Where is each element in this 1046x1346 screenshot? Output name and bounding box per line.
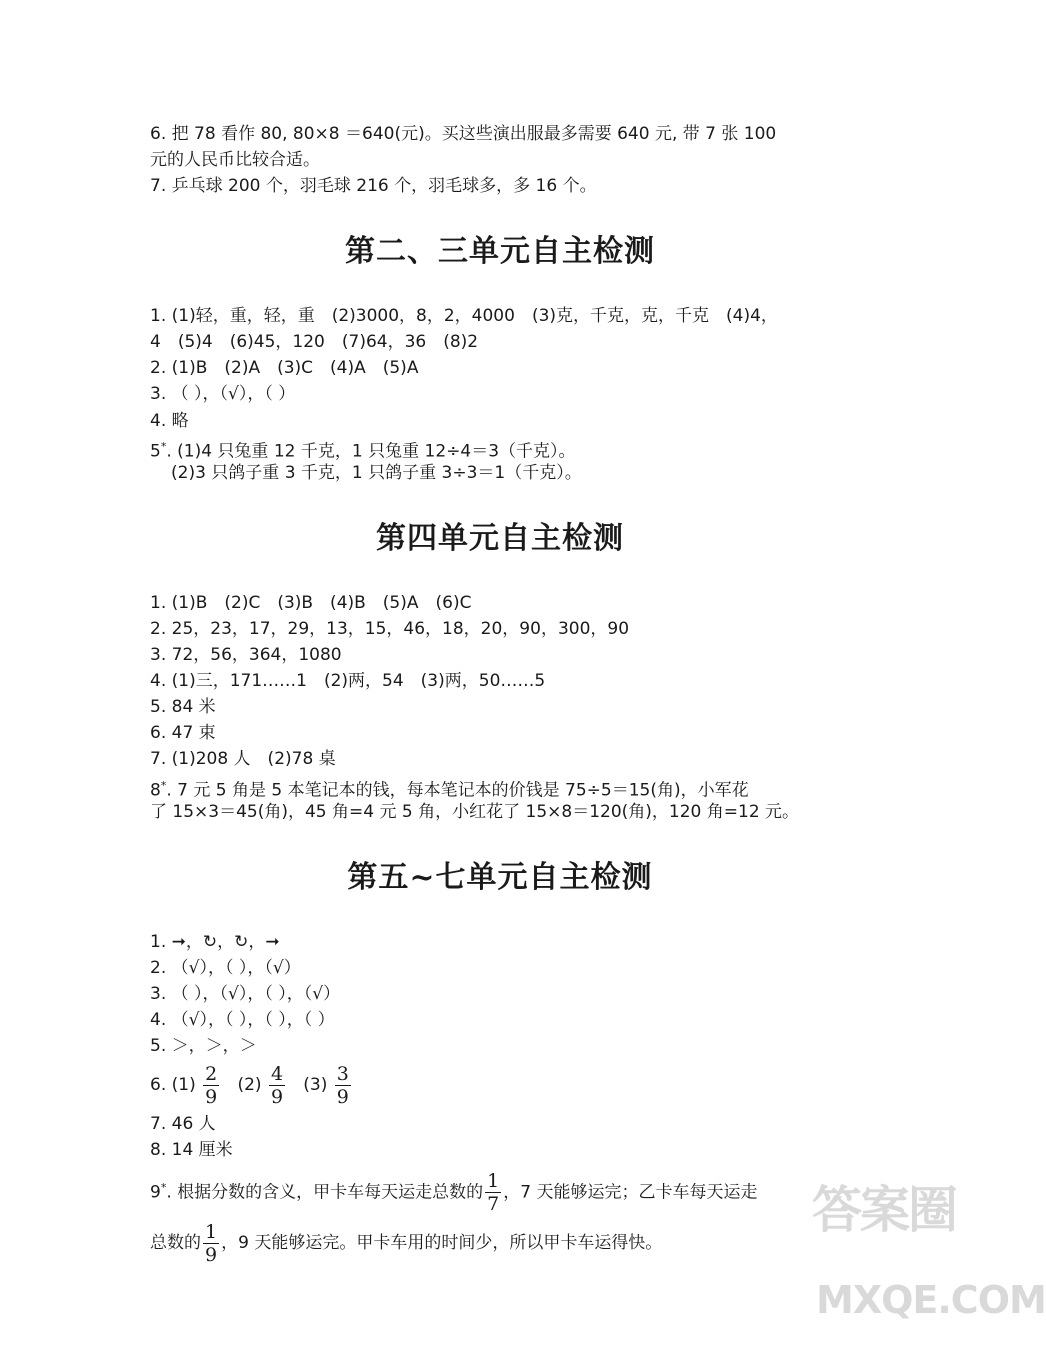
answer-5: 5. 84 米 — [150, 697, 216, 717]
answer-4: 4. （√），（ ），（ ），（ ） — [150, 1010, 335, 1030]
answer-2: 2. 25，23，17，29，13，15，46，18，20，90，300，90 — [150, 619, 630, 639]
answer-9-text-c: 总数的 — [150, 1233, 201, 1253]
fraction — [203, 1221, 219, 1266]
answer-1: 1. ➞，↻，↻，➞ — [150, 932, 280, 952]
answer-6: 6. 47 束 — [150, 723, 216, 743]
fraction-denominator: 9 — [205, 1085, 218, 1108]
answer-7: 7. 乒乓球 200 个，羽毛球 216 个，羽毛球多，多 16 个。 — [150, 176, 597, 196]
fraction-numerator: 1 — [487, 1170, 500, 1193]
heading-unit-5-7: 第五~七单元自主检测 — [347, 860, 653, 895]
fraction-denominator: 9 — [205, 1243, 218, 1266]
fraction — [203, 1063, 219, 1108]
answer-3: 3. （ ），（√），（ ），（√） — [150, 984, 341, 1004]
fraction-denominator: 7 — [487, 1193, 500, 1216]
answer-6-line1: 6. 把 78 看作 80, 80×8 ＝640(元)。买这些演出服最多需要 640 元, 带 7 张 100 — [150, 124, 777, 144]
answer-8: 8. 14 厘米 — [150, 1140, 233, 1160]
answer-9-line1 — [150, 1163, 757, 1218]
fraction-denominator: 9 — [336, 1085, 349, 1108]
answer-6-label-2: (2) — [237, 1075, 262, 1095]
answer-1-line1: 1. (1)轻，重，轻，重 (2)3000，8，2，4000 (3)克，千克，克，千克 (4)4， — [150, 306, 778, 326]
optional-mark: * — [160, 779, 167, 792]
answer-7: 7. (1)208 人 (2)78 桌 — [150, 749, 336, 769]
fraction — [485, 1170, 501, 1215]
answer-5-line2: (2)3 只鸽子重 3 千克，1 只鸽子重 3÷3＝1（千克）。 — [171, 463, 582, 483]
answer-9-text-d: ，9 天能够运完。甲卡车用的时间少，所以甲卡车运得快。 — [221, 1233, 663, 1253]
answer-8-line2: 了 15×3＝45(角)，45 角=4 元 5 角，小红花了 15×8＝120(角)，120 角=12 元。 — [150, 802, 800, 822]
watermark-url: MXQE.COM — [816, 1278, 1046, 1322]
answer-1-line2: 4 (5)4 (6)45，120 (7)64，36 (8)2 — [150, 332, 479, 352]
answer-3: 3. 72，56，364，1080 — [150, 645, 342, 665]
optional-mark: * — [160, 440, 167, 453]
fraction — [335, 1063, 351, 1108]
fraction-numerator: 4 — [270, 1062, 284, 1085]
answer-6-prefix: 6. (1) — [150, 1075, 196, 1095]
fraction-numerator: 1 — [205, 1220, 218, 1243]
answer-6-label-3: (3) — [303, 1075, 328, 1095]
answer-9-text-a: . 根据分数的含义，甲卡车每天运走总数的 — [166, 1182, 484, 1203]
answer-5: 5. ＞，＞，＞ — [150, 1036, 257, 1056]
watermark-logo — [812, 1170, 1046, 1335]
answer-5-text: . (1)4 只兔重 12 千克，1 只兔重 12÷4＝3（千克）。 — [166, 441, 576, 462]
heading-unit-4: 第四单元自主检测 — [376, 521, 624, 556]
answer-6 — [150, 1060, 353, 1110]
fraction — [269, 1063, 285, 1108]
optional-mark: * — [160, 1181, 167, 1194]
answer-9-text-b: ，7 天能够运完；乙卡车每天运走 — [503, 1182, 758, 1203]
answer-8-num: 8 — [150, 780, 161, 801]
answer-7: 7. 46 人 — [150, 1114, 216, 1134]
answer-9-line2 — [150, 1218, 662, 1268]
answer-2: 2. (1)B (2)A (3)C (4)A (5)A — [150, 358, 419, 378]
answer-4: 4. (1)三，171……1 (2)两，54 (3)两，50……5 — [150, 671, 546, 691]
fraction-numerator: 3 — [336, 1062, 349, 1085]
answer-8-text: . 7 元 5 角是 5 本笔记本的钱，每本笔记本的价钱是 75÷5＝15(角)，小军花 — [166, 780, 749, 801]
answer-1: 1. (1)B (2)C (3)B (4)B (5)A (6)C — [150, 593, 472, 613]
answer-6-line2: 元的人民币比较合适。 — [150, 150, 320, 170]
watermark-title: 答案圈 — [812, 1181, 956, 1239]
fraction-denominator: 9 — [270, 1085, 284, 1108]
answer-9-num: 9 — [150, 1182, 161, 1203]
answer-2: 2. （√），（ ），（√） — [150, 958, 301, 978]
fraction-numerator: 2 — [205, 1062, 218, 1085]
answer-4: 4. 略 — [150, 411, 189, 431]
answer-3: 3. （ ），（√），（ ） — [150, 384, 296, 404]
heading-unit-2-3: 第二、三单元自主检测 — [345, 234, 655, 269]
answer-5-num: 5 — [150, 441, 161, 462]
